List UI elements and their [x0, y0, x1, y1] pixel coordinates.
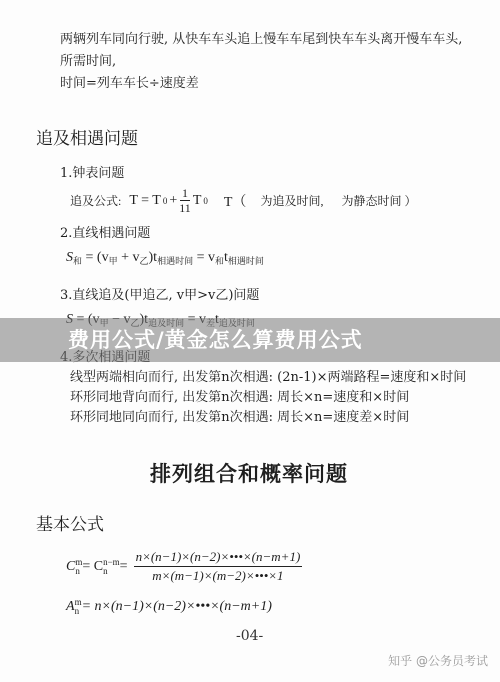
a-lhs-scripts [75, 598, 82, 616]
meet-eq: = v [193, 250, 215, 265]
clock-note-open: T（ [223, 194, 247, 210]
c-lhs-scripts [75, 558, 82, 576]
c-fraction [134, 548, 303, 585]
page-number: -04- [236, 628, 264, 644]
c-rhs-scripts [103, 558, 120, 576]
a-rhs: = n×(n−1)×(n−2)×•••×(n−m+1) [81, 599, 272, 614]
meet-S: S [66, 250, 73, 265]
c-rhs-sup: n−m [103, 556, 120, 567]
clock-formula-tail-sub0: 0 [203, 195, 208, 206]
c-formula [66, 548, 302, 585]
c-lhs: C [66, 558, 76, 574]
meet-mid: = (v [82, 250, 109, 265]
section-title-chase: 追及相遇问题 [36, 129, 138, 149]
clock-formula-tail: T [192, 192, 202, 208]
c-rhs-sub: n [103, 565, 108, 576]
c-eq: = C [82, 558, 104, 574]
a-lhs-sub: n [74, 606, 80, 616]
c-lhs-sup: m [75, 556, 83, 567]
line-meet-formula [66, 250, 264, 267]
meet-sub-time: 相遇时间 [157, 256, 194, 266]
clock-formula-plus: + [169, 192, 178, 208]
clock-formula-sub0: 0 [162, 195, 168, 206]
meet-sub-yi: 乙 [139, 256, 149, 266]
clock-fraction-denominator: 11 [179, 201, 191, 215]
clock-formula-fraction [179, 186, 191, 215]
clock-fraction-numerator: 1 [182, 186, 189, 200]
section-subtitle-basic: 基本公式 [36, 515, 104, 535]
intro-line-1: 两辆列车同向行驶, 从快车车头追上慢车车尾到快车车头离开慢车车头, [60, 32, 463, 47]
clock-formula [70, 186, 416, 215]
meet-t2: t [224, 250, 228, 265]
line-chase-heading: 3.直线追及(甲追乙, v甲>v乙)问题 [60, 288, 260, 303]
intro-line-3: 时间=列车车长÷速度差 [60, 76, 199, 91]
meet-plus: + v [117, 250, 140, 265]
source-watermark: 知乎 @公务员考试 [388, 654, 488, 668]
multi-row-3: 环形同地同向而行, 出发第n次相遇: 周长×n=速度差×时间 [70, 410, 410, 425]
c-denominator: m×(m−1)×(m−2)×•••×1 [152, 568, 284, 583]
multi-row-1: 线型两端相向而行, 出发第n次相遇: (2n-1)×两端路程=速度和×时间 [70, 370, 467, 385]
a-lhs-sup: m [74, 597, 82, 607]
line-meet-heading: 2.直线相遇问题 [60, 226, 151, 241]
meet-sub-he2: 和 [215, 256, 225, 266]
clock-note-static: 为静态时间 ） [341, 194, 417, 208]
banner-title: 费用公式/黄金怎么算费用公式 [68, 328, 363, 352]
meet-sub-jia: 甲 [108, 256, 118, 266]
clock-formula-T: T = T [129, 192, 161, 208]
a-formula [66, 598, 272, 616]
meet-close: )t [148, 250, 158, 265]
clock-heading: 1.钟表问题 [60, 166, 125, 181]
clock-formula-label: 追及公式: [70, 194, 122, 208]
intro-line-2: 所需时间, [60, 54, 117, 69]
c-numerator: n×(n−1)×(n−2)×•••×(n−m+1) [134, 548, 303, 567]
c-eq2: = [119, 558, 128, 574]
clock-note-chase: 为追及时间, [260, 194, 324, 208]
meet-sub-time2: 相遇时间 [227, 256, 264, 266]
multi-row-2: 环形同地背向而行, 出发第n次相遇: 周长×n=速度和×时间 [70, 390, 410, 405]
meet-sub-he: 和 [73, 256, 83, 266]
a-lhs: A [66, 599, 75, 614]
section-title-perm: 排列组合和概率问题 [150, 462, 348, 486]
c-lhs-sub: n [75, 565, 80, 576]
